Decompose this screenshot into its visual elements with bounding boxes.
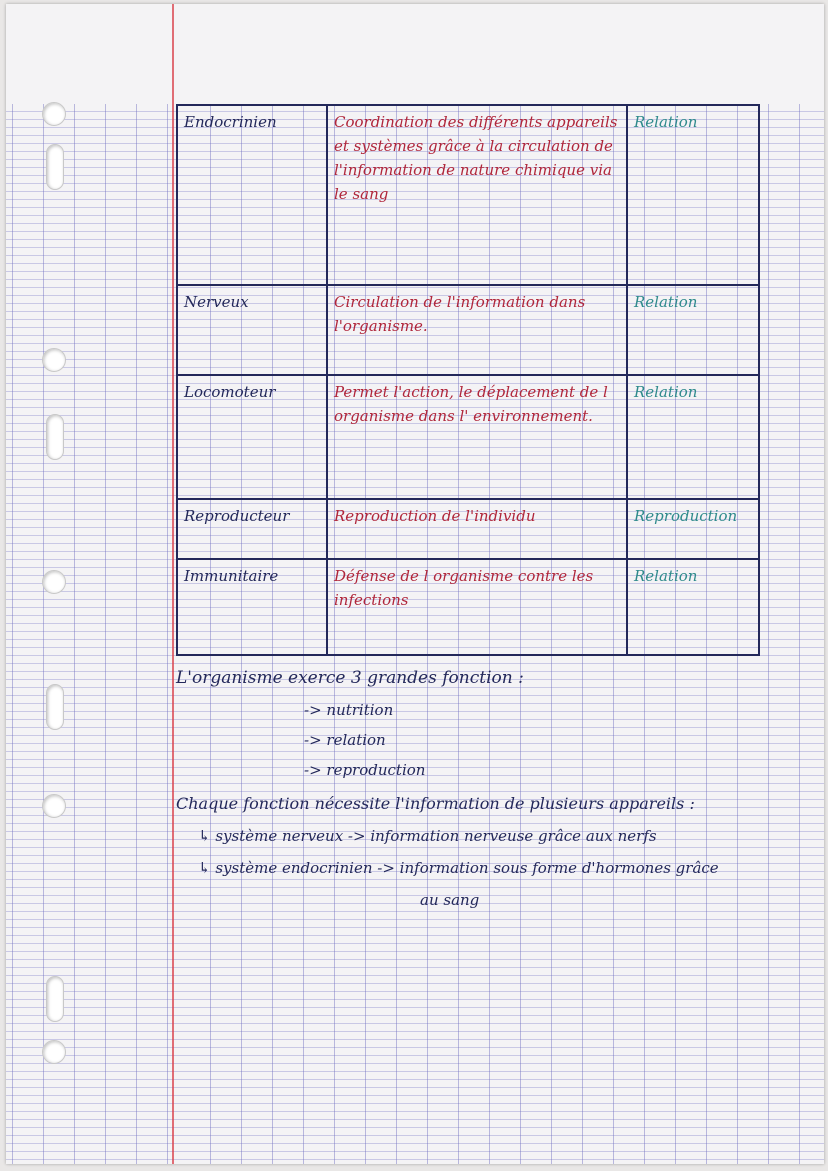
system-name: Locomoteur bbox=[178, 376, 328, 498]
system-role: Circulation de l'information dans l'organisme. bbox=[328, 286, 628, 374]
list-item: -> relation bbox=[304, 731, 386, 749]
system-function: Relation bbox=[634, 293, 698, 311]
system-function: Relation bbox=[634, 113, 698, 131]
punch-hole-icon bbox=[46, 144, 64, 190]
detail-line: ↳ système endocrinien -> information sous forme d'hormones grâce bbox=[198, 859, 719, 877]
page-header-area bbox=[6, 4, 824, 104]
system-role: Coordination des différents appareils et systèmes grâce à la circulation de l'information de nature chimique via le sang bbox=[328, 106, 628, 284]
detail-line: ↳ système nerveux -> information nerveuse grâce aux nerfs bbox=[198, 827, 657, 845]
system-role: Défense de l organisme contre les infections bbox=[328, 560, 628, 654]
system-role: Reproduction de l'individu bbox=[328, 500, 628, 558]
table-row bbox=[178, 106, 758, 286]
system-function: Relation bbox=[634, 567, 698, 585]
system-name: Nerveux bbox=[178, 286, 328, 374]
punch-hole-icon bbox=[46, 976, 64, 1022]
statement-text: Chaque fonction nécessite l'information de plusieurs appareils : bbox=[176, 794, 695, 813]
punch-hole-icon bbox=[42, 570, 66, 594]
system-name: Reproducteur bbox=[178, 500, 328, 558]
table-row bbox=[178, 560, 758, 654]
system-role: Permet l'action, le déplacement de l organisme dans l' environnement. bbox=[328, 376, 628, 498]
punch-hole-icon bbox=[42, 794, 66, 818]
table-row bbox=[178, 286, 758, 376]
table-row bbox=[178, 500, 758, 560]
system-name: Endocrinien bbox=[178, 106, 328, 284]
list-item: -> reproduction bbox=[304, 761, 426, 779]
system-function: Reproduction bbox=[634, 507, 738, 525]
punch-hole-icon bbox=[46, 684, 64, 730]
margin-line bbox=[172, 4, 174, 1164]
organ-systems-table bbox=[176, 104, 760, 656]
punch-hole-icon bbox=[46, 414, 64, 460]
detail-line: au sang bbox=[420, 891, 480, 909]
table-row bbox=[178, 376, 758, 500]
intro-text: L'organisme exerce 3 grandes fonction : bbox=[176, 668, 524, 688]
system-function: Relation bbox=[634, 383, 698, 401]
punch-hole-icon bbox=[42, 102, 66, 126]
list-item: -> nutrition bbox=[304, 701, 394, 719]
punch-hole-icon bbox=[42, 348, 66, 372]
system-name: Immunitaire bbox=[178, 560, 328, 654]
punch-hole-icon bbox=[42, 1040, 66, 1064]
